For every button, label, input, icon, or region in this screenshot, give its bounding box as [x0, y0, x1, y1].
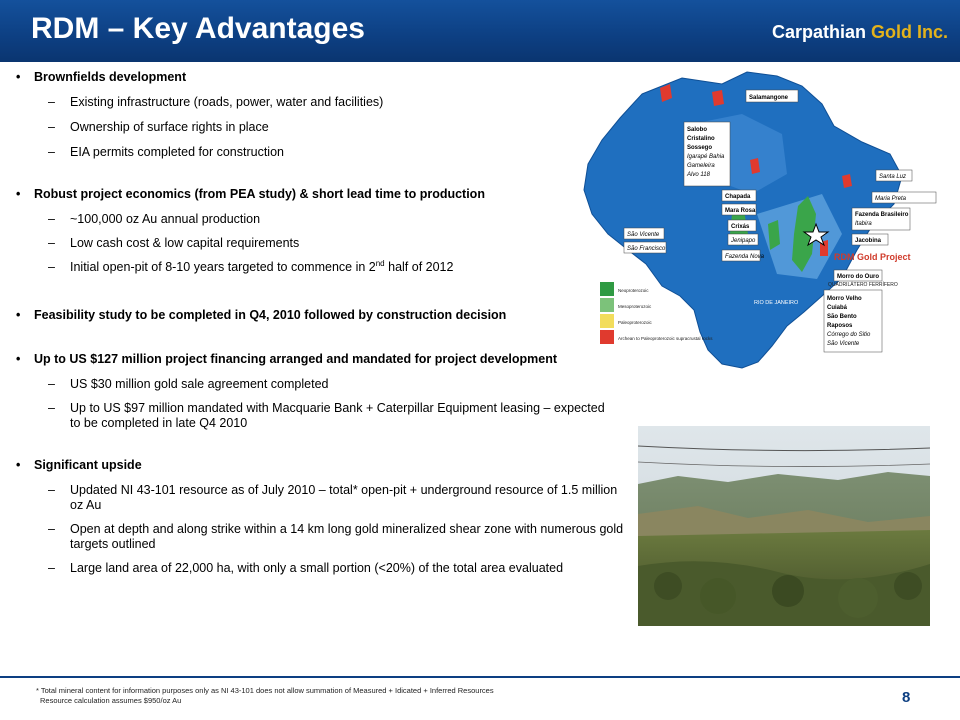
bullet-economics: • Robust project economics (from PEA study) & short lead time to production: [12, 187, 622, 202]
map-label: Salobo: [687, 127, 708, 133]
sub-item: – Open at depth and along strike within a 14 km long gold mineralized shear zone with numerous gold targets outlined: [12, 522, 632, 552]
bullet-feasibility: • Feasibility study to be completed in Q4, 2010 followed by construction decision: [12, 302, 552, 328]
map-label: Maria Preta: [875, 196, 907, 202]
map-label: Itabira: [855, 221, 872, 227]
sub-item: – ~100,000 oz Au annual production: [12, 212, 622, 227]
map-label: Morro do Ouro: [837, 274, 879, 280]
sub-item-text: half of 2012: [384, 260, 454, 274]
map-label: São Vicente: [827, 341, 860, 347]
header-bar: [0, 0, 960, 62]
brazil-map: [572, 64, 958, 374]
sub-item: – Large land area of 22,000 ha, with only a small portion (<20%) of the total area evaluated: [12, 561, 612, 576]
footnote-line: * Total mineral content for information purposes only as NI 43-101 does not allow summation of Measured + Idicated + Inferred Resources: [36, 686, 494, 695]
map-label: Chapada: [725, 194, 751, 200]
map-label: Crixás: [731, 224, 750, 230]
map-label: Igarapé Bahia: [687, 154, 725, 160]
legend-label: Mesoproterozoic: [618, 304, 652, 309]
map-label: Alvo 118: [687, 172, 710, 178]
map-label: São Vicente: [627, 232, 660, 238]
map-label: Fazenda Nova: [725, 254, 765, 260]
brand-name: Carpathian: [771, 22, 871, 42]
bullet-financing: • Up to US $127 million project financing arranged and mandated for project development: [12, 352, 572, 367]
map-label: Morro Velho: [827, 296, 862, 302]
page-number: 8: [902, 689, 911, 706]
sub-item: – EIA permits completed for construction: [12, 145, 622, 160]
footnote: [36, 686, 494, 706]
sub-item: – US $30 million gold sale agreement completed: [12, 377, 622, 392]
map-label: São Bento: [827, 314, 857, 320]
map-city-label: RIO DE JANEIRO: [754, 300, 799, 306]
map-label: Salamangone: [749, 95, 789, 101]
map-label: Sossego: [687, 145, 713, 151]
site-photo: [638, 426, 930, 626]
legend-label: Neoproterozoic: [618, 288, 649, 293]
ordinal-suffix: nd: [375, 258, 385, 268]
sub-item: – Updated NI 43-101 resource as of July 2010 – total* open-pit + underground resource of 1.5 million oz Au: [12, 483, 632, 513]
map-label: Cristalino: [687, 136, 715, 142]
footnote-line: Resource calculation assumes $950/oz Au: [40, 696, 182, 705]
sub-item: – Ownership of surface rights in place: [12, 120, 622, 135]
map-label: Cuiabá: [827, 305, 848, 311]
bullet-brownfields: • Brownfields development: [12, 70, 622, 85]
map-label: Raposos: [827, 323, 853, 329]
sub-item: – Up to US $97 million mandated with Macquarie Bank + Caterpillar Equipment leasing – expected to be completed in late Q4 2010: [12, 401, 612, 431]
map-label: Santa Luz: [879, 174, 907, 180]
map-label: Córrego do Sitio: [827, 332, 871, 338]
map-label: Fazenda Brasileiro: [855, 212, 909, 218]
landscape-image: [638, 426, 930, 626]
map-label: Jenipapo: [731, 238, 756, 244]
rdm-project-label: RDM Gold Project: [834, 252, 911, 262]
brand-gold: Gold Inc.: [870, 22, 948, 42]
sub-item: – Existing infrastructure (roads, power, water and facilities): [12, 95, 622, 110]
legend-label: Paleoproterozoic: [618, 320, 652, 325]
sub-item: – Low cash cost & low capital requirements: [12, 236, 622, 251]
page-title: RDM – Key Advantages: [31, 12, 365, 45]
bullet-upside: • Significant upside: [12, 458, 622, 473]
map-label: Gameleira: [687, 163, 715, 169]
brazil-map-graphic: [572, 64, 958, 374]
footer-divider: [0, 676, 960, 678]
map-label: São Francisco: [627, 246, 666, 252]
sub-item: [12, 260, 622, 275]
company-logo: [772, 22, 948, 43]
sub-item-text: Initial open-pit of 8-10 years targeted to commence in 2: [70, 260, 376, 274]
map-label: Jacobina: [855, 238, 882, 244]
key-advantages-list: [12, 68, 622, 576]
map-label: Mara Rosa: [725, 208, 756, 214]
legend-label: Archean to Paleoproterozoic supracrustal rocks: [618, 336, 713, 341]
map-region-label: QUADRILÁTERO FERRÍFERO: [828, 282, 898, 288]
